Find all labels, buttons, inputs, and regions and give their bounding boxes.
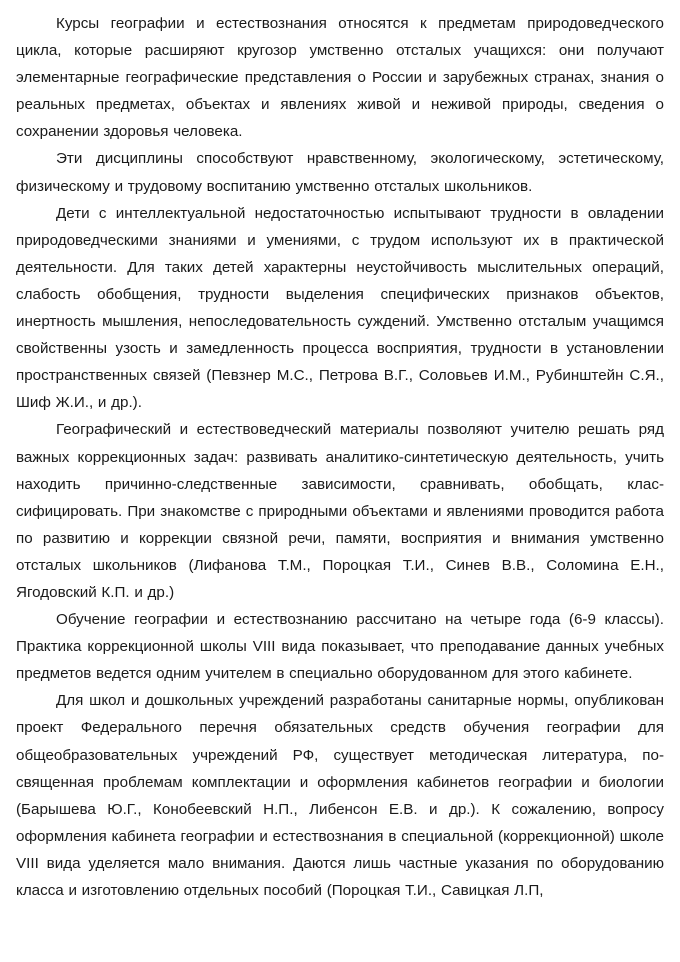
paragraph-1: Курсы географии и естествознания относятся к предметам природоведческого цикла, которые расширяют кругозор умственно отсталых учащихся: они получают элементарные географические представления о России и зарубежных странах, знания о реальных предметах, объектах и явлениях живой и неживой природы, сведения о сохранении здоровья человека. <box>16 15 664 141</box>
paragraph-6: Для школ и дошкольных учреждений разработаны санитарные нормы, опубликован проект Федерального перечня обязательных средств обучения географии для общеобразовательных учреждений РФ, существует методическая литература, посвященная проблемам комплектации и оформления кабинетов географии и биологии (Барышева Ю.Г., Конобеевский Н.П., Либенсон Е.В. и др.). К сожалению, вопросу оформления кабинета географии и естествознания в специальной (коррекционной) школе VIII вида уделяется мало внимания. Даются лишь частные указания по оборудованию класса и изготовлению отдельных пособий (Пороцкая Т.И., Савицкая Л.П, <box>16 692 664 899</box>
paragraph-4: Географический и естествоведческий материалы позволяют учителю решать ряд важных коррекционных задач: развивать аналитико-синтетическую деятельность, учить находить причинно-следственные зависимости, сравнивать, обобщать, классифицировать. При знакомстве с природными объектами и явлениями проводится работа по развитию и коррекции связной речи, памяти, восприятия и внимания умственно отсталых школьников (Лифанова Т.М., Пороцкая Т.И., Синев В.В., Соломина Е.Н., Ягодовский К.П. и др.) <box>16 421 664 601</box>
paragraph-5: Обучение географии и естествознанию рассчитано на четыре года (6-9 классы). Практика коррекционной школы VIII вида показывает, что преподавание данных учебных предметов ведется одним учителем в специально оборудованном для этого кабинете. <box>16 611 664 683</box>
paragraph-3: Дети с интеллектуальной недостаточностью испытывают трудности в овладении природоведческими знаниями и умениями, с трудом используют их в практической деятельности. Для таких детей характерны неустойчивость мыслительных операций, слабость обобщения, трудности выделения специфических признаков объектов, инертность мышления, непоследовательность суждений. Умственно отсталым учащимся свойственны узость и замедленность процесса восприятия, трудности в установлении пространственных связей (Певзнер М.С., Петрова В.Г., Соловьев И.М., Рубинштейн С.Я., Шиф Ж.И., и др.). <box>16 204 664 412</box>
paragraph-2: Эти дисциплины способствуют нравственному, экологическому, эстетическому, физическому и трудовому воспитанию умственно отсталых школьников. <box>16 150 664 195</box>
